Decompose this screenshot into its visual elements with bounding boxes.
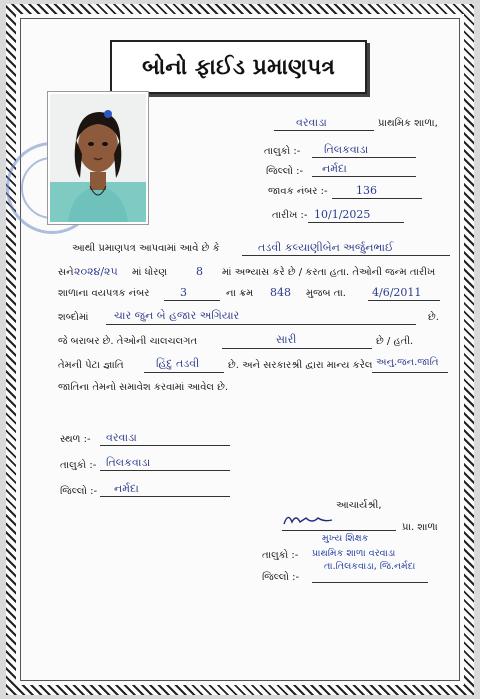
footer-district-value: નર્મદા	[114, 482, 139, 495]
body-line4-b: છે.	[428, 312, 439, 323]
date-line	[308, 222, 404, 223]
footer-taluka-line	[100, 470, 230, 471]
body-line4-a: શબ્દોમાં	[58, 312, 89, 323]
footer-taluka-label: તાલુકો :-	[60, 460, 97, 471]
body-line6-a: તેમની પેટા જ્ઞાતિ	[58, 360, 124, 371]
body-line3-c: મુજબ તા.	[306, 288, 346, 299]
footer-district2-line	[312, 582, 428, 583]
body-line2-a: સને	[58, 267, 74, 278]
caste-line	[144, 372, 224, 373]
taluka-label: તાલુકો :-	[264, 146, 301, 157]
footer-taluka-value: તિલકવાડા	[106, 456, 151, 469]
district-label: જિલ્લો :-	[266, 166, 304, 177]
register-line	[164, 300, 220, 301]
issue-date: 10/1/2025	[314, 208, 371, 221]
birth-words-line	[106, 324, 416, 325]
footer-district-line	[100, 496, 230, 497]
conduct-line	[222, 348, 372, 349]
outward-number: 136	[356, 184, 377, 197]
birth-date: 4/6/2011	[372, 286, 422, 299]
body-line3-b: ના ક્રમ	[226, 288, 254, 299]
signature-line	[282, 530, 396, 531]
school-short-label: પ્રા. શાળા	[402, 522, 438, 533]
student-photo	[48, 92, 148, 224]
birth-date-line	[368, 300, 440, 301]
district-value: નર્મદા	[322, 162, 347, 175]
academic-year: ૨૦૨૪/૨૫	[74, 265, 118, 278]
outward-line	[332, 198, 422, 199]
stamp-designation: મુખ્ય શિક્ષક	[322, 533, 369, 544]
principal-label: આચાર્યશ્રી,	[336, 500, 382, 511]
conduct-value: સારી	[276, 333, 297, 346]
certificate-page	[6, 4, 474, 695]
school-name-suffix: પ્રાથમિક શાળા,	[378, 118, 438, 129]
place-line	[100, 445, 230, 446]
stamp-location: તા.તિલકવાડા, જિ.નર્મદા	[324, 561, 416, 572]
footer-district2-label: જિલ્લો :-	[262, 572, 300, 583]
student-name-line	[242, 255, 450, 256]
stamp-school: પ્રાથમિક શાળા વરવાડા	[312, 548, 396, 559]
school-name-value: વરવાડા	[296, 116, 327, 129]
place-value: વરવાડા	[106, 431, 137, 444]
body-line2-b: માં ધોરણ	[132, 267, 168, 278]
student-name: તડવી કલ્યાણીબેન અર્જુનભાઈ	[258, 241, 394, 254]
footer-district-label: જિલ્લો :-	[60, 486, 98, 497]
taluka-line	[312, 157, 416, 158]
district-line	[312, 176, 416, 177]
body-line5-b: છે / હતી.	[376, 336, 414, 347]
date-label: તારીખ :-	[272, 210, 308, 221]
standard-value: 8	[196, 265, 203, 278]
sub-caste: હિંદુ તડવી	[156, 357, 200, 370]
outward-label: જાવક નંબર :-	[268, 186, 328, 197]
taluka-value: તિલકવાડા	[324, 143, 369, 156]
register-number: 3	[180, 286, 187, 299]
body-line6-b: છે. અને સરકારશ્રી દ્વારા માન્ય કરેલ	[228, 360, 373, 371]
body-line2-c: માં અભ્યાસ કરે છે / કરતા હતા. તેઓની જન્મ તારીખ	[222, 267, 436, 278]
footer-taluka2-label: તાલુકો :-	[262, 550, 299, 561]
caste-category: અનુ.જન.જાતિ	[376, 357, 439, 368]
body-line5-a: જે બરાબર છે. તેઓની ચાલચલગત	[58, 336, 198, 347]
principal-signature	[282, 510, 338, 528]
place-label: સ્થળ :-	[60, 434, 91, 445]
school-name-line	[274, 130, 374, 131]
birth-date-words: ચાર જુન બે હજાર અગિયાર	[114, 309, 240, 322]
body-line7: જાતિના તેમનો સમાવેશ કરવામાં આવેલ છે.	[58, 382, 229, 393]
body-line3-a: શાળાના વયપત્રક નંબર	[58, 288, 150, 299]
certificate-title: બોનો ફાઈડ પ્રમાણપત્ર	[110, 40, 367, 94]
body-line1-prefix: આથી પ્રમાણપત્ર આપવામાં આવે છે કે	[72, 243, 220, 254]
category-line	[372, 372, 448, 373]
serial-number: 848	[270, 286, 291, 299]
